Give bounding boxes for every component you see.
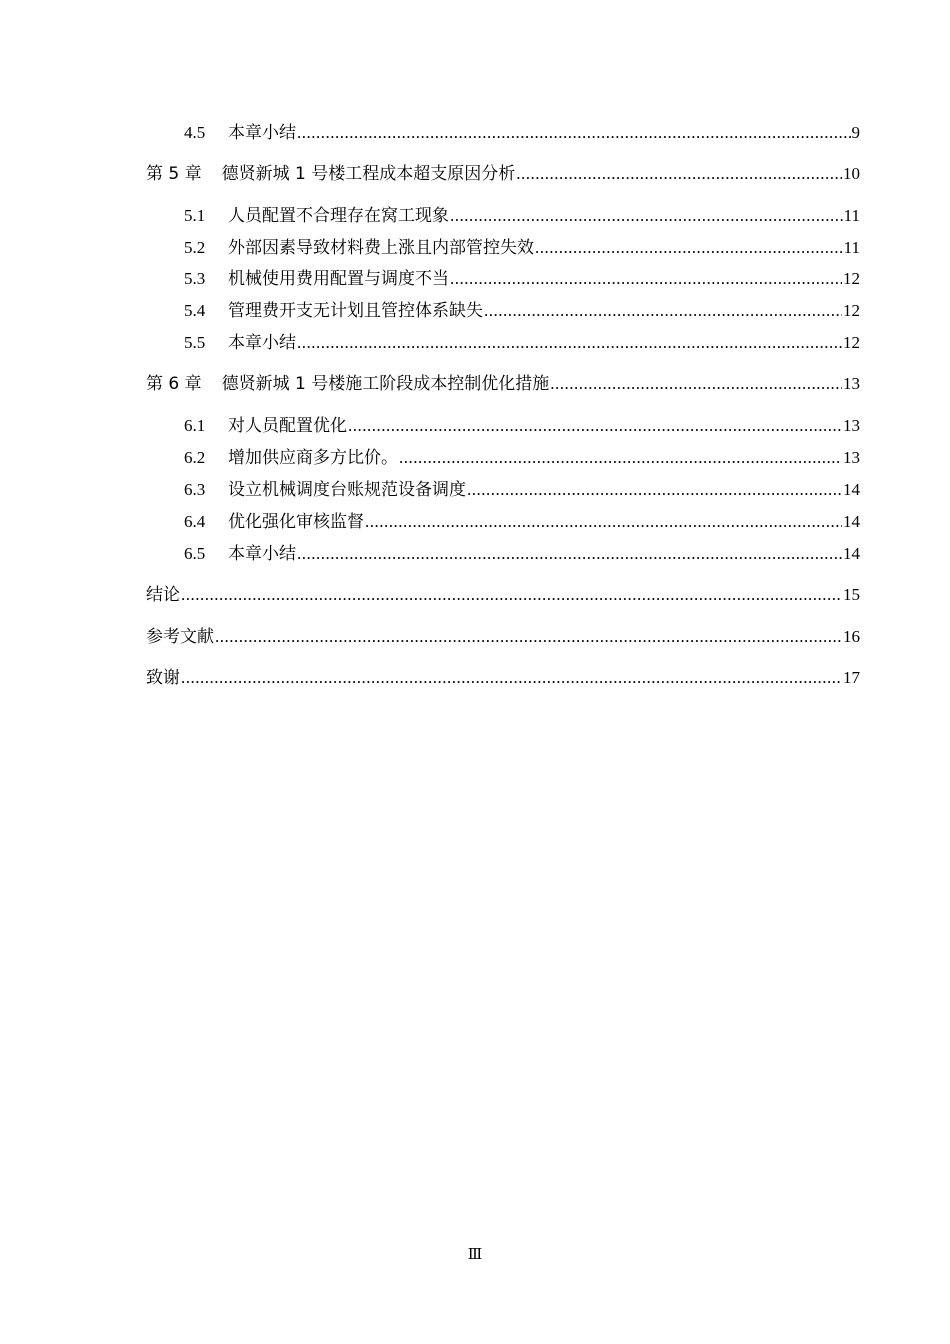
toc-entry-page: 10 bbox=[843, 164, 860, 183]
toc-entry-6-5[interactable] bbox=[0, 540, 950, 568]
toc-entry-number: 5.3 bbox=[184, 269, 206, 288]
toc-entry-title: 增加供应商多方比价。 bbox=[228, 448, 398, 467]
toc-dot-leader bbox=[181, 581, 842, 609]
toc-dot-leader bbox=[450, 265, 842, 293]
toc-entry-title: 参考文献 bbox=[146, 627, 214, 647]
toc-entry-page: 15 bbox=[843, 585, 860, 604]
toc-entry-chapter-5[interactable] bbox=[0, 160, 950, 188]
toc-dot-leader bbox=[516, 160, 842, 188]
toc-dot-leader bbox=[399, 444, 842, 472]
toc-entry-page: 12 bbox=[843, 333, 860, 352]
page-number-footer: Ⅲ bbox=[467, 1247, 483, 1263]
toc-dot-leader bbox=[535, 234, 843, 262]
toc-entry-6-3[interactable] bbox=[0, 476, 950, 504]
toc-entry-chapter-6[interactable] bbox=[0, 370, 950, 398]
toc-dot-leader bbox=[365, 508, 842, 536]
toc-entry-number: 第 5 章 bbox=[146, 164, 202, 184]
toc-entry-6-2[interactable] bbox=[0, 444, 950, 472]
toc-entry-page: 14 bbox=[843, 480, 860, 499]
toc-entry-number: 6.2 bbox=[184, 448, 206, 467]
toc-entry-4-5[interactable] bbox=[0, 119, 950, 147]
toc-entry-5-4[interactable] bbox=[0, 297, 950, 325]
toc-entry-number: 6.1 bbox=[184, 416, 206, 435]
toc-entry-title: 本章小结 bbox=[228, 544, 296, 563]
toc-entry-page: 14 bbox=[843, 544, 860, 563]
toc-entry-conclusion[interactable] bbox=[0, 581, 950, 609]
toc-entry-5-1[interactable] bbox=[0, 202, 950, 230]
toc-entry-page: 13 bbox=[843, 416, 860, 435]
toc-entry-page: 16 bbox=[843, 627, 860, 646]
toc-entry-page: 17 bbox=[843, 668, 860, 687]
toc-entry-number: 4.5 bbox=[184, 123, 206, 142]
toc-entry-title: 结论 bbox=[146, 585, 180, 605]
toc-dot-leader bbox=[348, 412, 842, 440]
toc-entry-title: 优化强化审核监督 bbox=[228, 512, 364, 531]
toc-dot-leader bbox=[297, 329, 842, 357]
toc-entry-5-3[interactable] bbox=[0, 265, 950, 293]
toc-entry-page: 9 bbox=[851, 123, 860, 142]
toc-entry-number: 6.4 bbox=[184, 512, 206, 531]
toc-entry-5-5[interactable] bbox=[0, 329, 950, 357]
toc-entry-number: 6.3 bbox=[184, 480, 206, 499]
toc-entry-title: 管理费开支无计划且管控体系缺失 bbox=[228, 301, 483, 320]
toc-dot-leader bbox=[550, 370, 842, 398]
toc-dot-leader bbox=[484, 297, 842, 325]
toc-entry-title: 致谢 bbox=[146, 668, 180, 688]
toc-entry-number: 5.1 bbox=[184, 206, 206, 225]
toc-entry-title: 本章小结 bbox=[228, 123, 296, 142]
toc-entry-page: 12 bbox=[843, 269, 860, 288]
toc-entry-references[interactable] bbox=[0, 623, 950, 651]
toc-entry-acknowledgements[interactable] bbox=[0, 664, 950, 692]
toc-entry-number: 6.5 bbox=[184, 544, 206, 563]
toc-entry-5-2[interactable] bbox=[0, 234, 950, 262]
toc-dot-leader bbox=[450, 202, 843, 230]
toc-entry-title: 人员配置不合理存在窝工现象 bbox=[228, 206, 449, 225]
toc-entry-title: 对人员配置优化 bbox=[228, 416, 347, 435]
toc-entry-title: 本章小结 bbox=[228, 333, 296, 352]
toc-entry-page: 13 bbox=[843, 448, 860, 467]
toc-entry-number: 5.5 bbox=[184, 333, 206, 352]
toc-entry-title: 设立机械调度台账规范设备调度 bbox=[228, 480, 466, 499]
toc-dot-leader bbox=[297, 540, 842, 568]
toc-entry-title: 德贤新城 1 号楼工程成本超支原因分析 bbox=[221, 164, 516, 184]
toc-entry-title: 外部因素导致材料费上涨且内部管控失效 bbox=[228, 238, 534, 257]
toc-entry-6-4[interactable] bbox=[0, 508, 950, 536]
toc-entry-page: 13 bbox=[843, 374, 860, 393]
toc-entry-number: 5.2 bbox=[184, 238, 206, 257]
toc-entry-page: 11 bbox=[843, 238, 860, 257]
toc-entry-title: 机械使用费用配置与调度不当 bbox=[228, 269, 449, 288]
toc-dot-leader bbox=[181, 664, 842, 692]
toc-entry-6-1[interactable] bbox=[0, 412, 950, 440]
toc-dot-leader bbox=[467, 476, 842, 504]
toc-entry-page: 12 bbox=[843, 301, 860, 320]
toc-entry-number: 第 6 章 bbox=[146, 374, 202, 394]
toc-entry-page: 14 bbox=[843, 512, 860, 531]
toc-dot-leader bbox=[297, 119, 851, 147]
toc-entry-page: 11 bbox=[843, 206, 860, 225]
toc-entry-title: 德贤新城 1 号楼施工阶段成本控制优化措施 bbox=[221, 374, 550, 394]
toc-entry-number: 5.4 bbox=[184, 301, 206, 320]
toc-dot-leader bbox=[215, 623, 842, 651]
